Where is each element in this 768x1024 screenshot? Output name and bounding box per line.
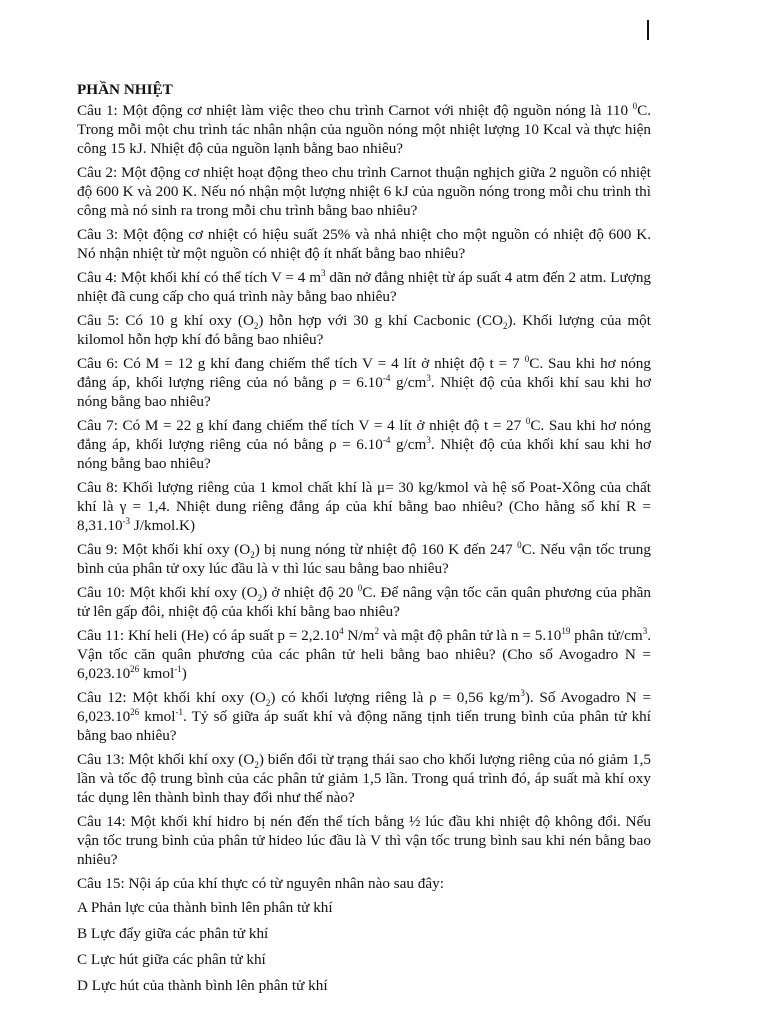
text-cursor <box>647 20 649 40</box>
question-5: Câu 5: Có 10 g khí oxy $(O_2)$ hỗn hợp với 30 g khí Cacbonic $(CO_2)$. Khối lượng của một kilomol hỗn hợp khí đó bằng bao nhiêu? <box>77 312 651 348</box>
question-3: Câu 3: Một động cơ nhiệt có hiệu suất 25% và nhả nhiệt cho một nguồn có nhiệt độ 600 K. Nó nhận nhiệt từ một nguồn có nhiệt độ ít nhất bằng bao nhiêu? <box>77 226 651 262</box>
question-6: Câu 6: Có M = 12 g khí đang chiếm thể tích V = 4 lít ở nhiệt độ t = 7 $^0$C. Sau khi hơ nóng đẳng áp, khối lượng riêng của nó bằng $\rho = 6.10^{-4}$ $g/cm^3$. Nhiệt độ của khối khí sau khi hơ nóng bằng bao nhiêu? <box>77 353 651 410</box>
answer-option-a: A Phản lực của thành bình lên phân tử khí <box>77 899 333 916</box>
question-14: Câu 14: Một khối khí hidro bị nén đến thể tích bằng ½ lúc đầu khi nhiệt độ không đổi. Nếu vận tốc trung bình của phân tử hideo lúc đầu là V thì vận tốc trung bình sau khi nén bằng bao nhiêu? <box>77 813 651 868</box>
answer-options <box>77 898 651 995</box>
question-7: Câu 7: Có M = 22 g khí đang chiếm thể tích V = 4 lít ở nhiệt độ t = 27 $^0$C. Sau khi hơ nóng đẳng áp, khối lượng riêng của nó bằng $\rho = 6.10^{-4}$ $g/cm^3$. Nhiệt độ của khối khí sau khi hơ nóng bằng bao nhiêu? <box>77 415 651 472</box>
question-15: Câu 15: Nội áp của khí thực có từ nguyên nhân nào sau đây: <box>77 875 444 892</box>
question-list <box>77 101 651 893</box>
document-page <box>77 80 651 1002</box>
answer-option-d: D Lực hút của thành bình lên phân tử khí <box>77 977 328 994</box>
question-10: Câu 10: Một khối khí oxy $(O_2)$ ở nhiệt độ 20 $^0$C. Để nâng vận tốc căn quân phương của phần tử lên gấp đôi, nhiệt độ của khối khí bằng bao nhiêu? <box>77 582 651 620</box>
question-2: Câu 2: Một động cơ nhiệt hoạt động theo chu trình Carnot thuận nghịch giữa 2 nguồn có nhiệt độ 600 K và 200 K. Nếu nó nhận một lượng nhiệt 6 kJ của nguồn nóng trong mỗi chu trình thì công mà nó sinh ra trong mỗi chu trình bằng bao nhiêu? <box>77 164 651 219</box>
question-8: Câu 8: Khối lượng riêng của 1 kmol chất khí là μ= 30 kg/kmol và hệ số Poat-Xông của chất khí là γ = 1,4. Nhiệt dung riêng đẳng áp của khí bằng bao nhiêu? (Cho hằng số khí $R = 8,31.10^{-3}$ J/kmol.K) <box>77 479 651 534</box>
question-9: Câu 9: Một khối khí oxy $(O_2)$ bị nung nóng từ nhiệt độ 160 K đến 247 $^0$C. Nếu vận tốc trung bình của phân tử oxy lúc đầu là v thì lúc sau bằng bao nhiêu? <box>77 539 651 577</box>
question-12: Câu 12: Một khối khí oxy $(O_2)$ có khối lượng riêng là ρ = 0,56 $kg/m^3$). Số Avogadro $N = 6,023.10^{26}$ kmol$^{-1}$. Tỷ số giữa áp suất khí và động năng tịnh tiến trung bình của phân tử khí bằng bao nhiêu? <box>77 687 652 744</box>
question-1: Câu 1: Một động cơ nhiệt làm việc theo chu trình Carnot với nhiệt độ nguồn nóng là 110 $^0$C. Trong mỗi một chu trình tác nhân nhận của nguồn nóng một nhiệt lượng 10 Kcal và thực hiện công 15 kJ. Nhiệt độ của nguồn lạnh bằng bao nhiêu? <box>77 100 651 157</box>
answer-option-c: C Lực hút giữa các phân tử khí <box>77 951 266 968</box>
answer-option-b: B Lực đẩy giữa các phân tử khí <box>77 925 269 942</box>
question-11: Câu 11: Khí heli (He) có áp suất $p = 2,2.10^4$ $N/m^2$ và mật độ phân tử là $n = 5.10^{19}$ phân $tử/cm^3$. Vận tốc căn quân phương của các phân tử heli bằng bao nhiêu? (Cho số Avogadro $N = 6,023.10^{26}$ kmol$^{-1}$) <box>77 625 651 682</box>
question-4: Câu 4: Một khối khí có thể tích V = 4 $m^3$ dãn nở đẳng nhiệt từ áp suất 4 atm đến 2 atm. Lượng nhiệt đã cung cấp cho quá trình này bằng bao nhiêu? <box>77 267 652 305</box>
section-title: PHẦN NHIỆT <box>77 81 173 98</box>
question-13: Câu 13: Một khối khí oxy $(O_2)$ biến đổi từ trạng thái sao cho khối lượng riêng của nó giảm 1,5 lần và tốc độ trung bình của các phân tử giảm 1,5 lần. Trong quá trình đó, áp suất mà khí oxy tác dụng lên thành bình thay đổi như thế nào? <box>77 751 651 806</box>
